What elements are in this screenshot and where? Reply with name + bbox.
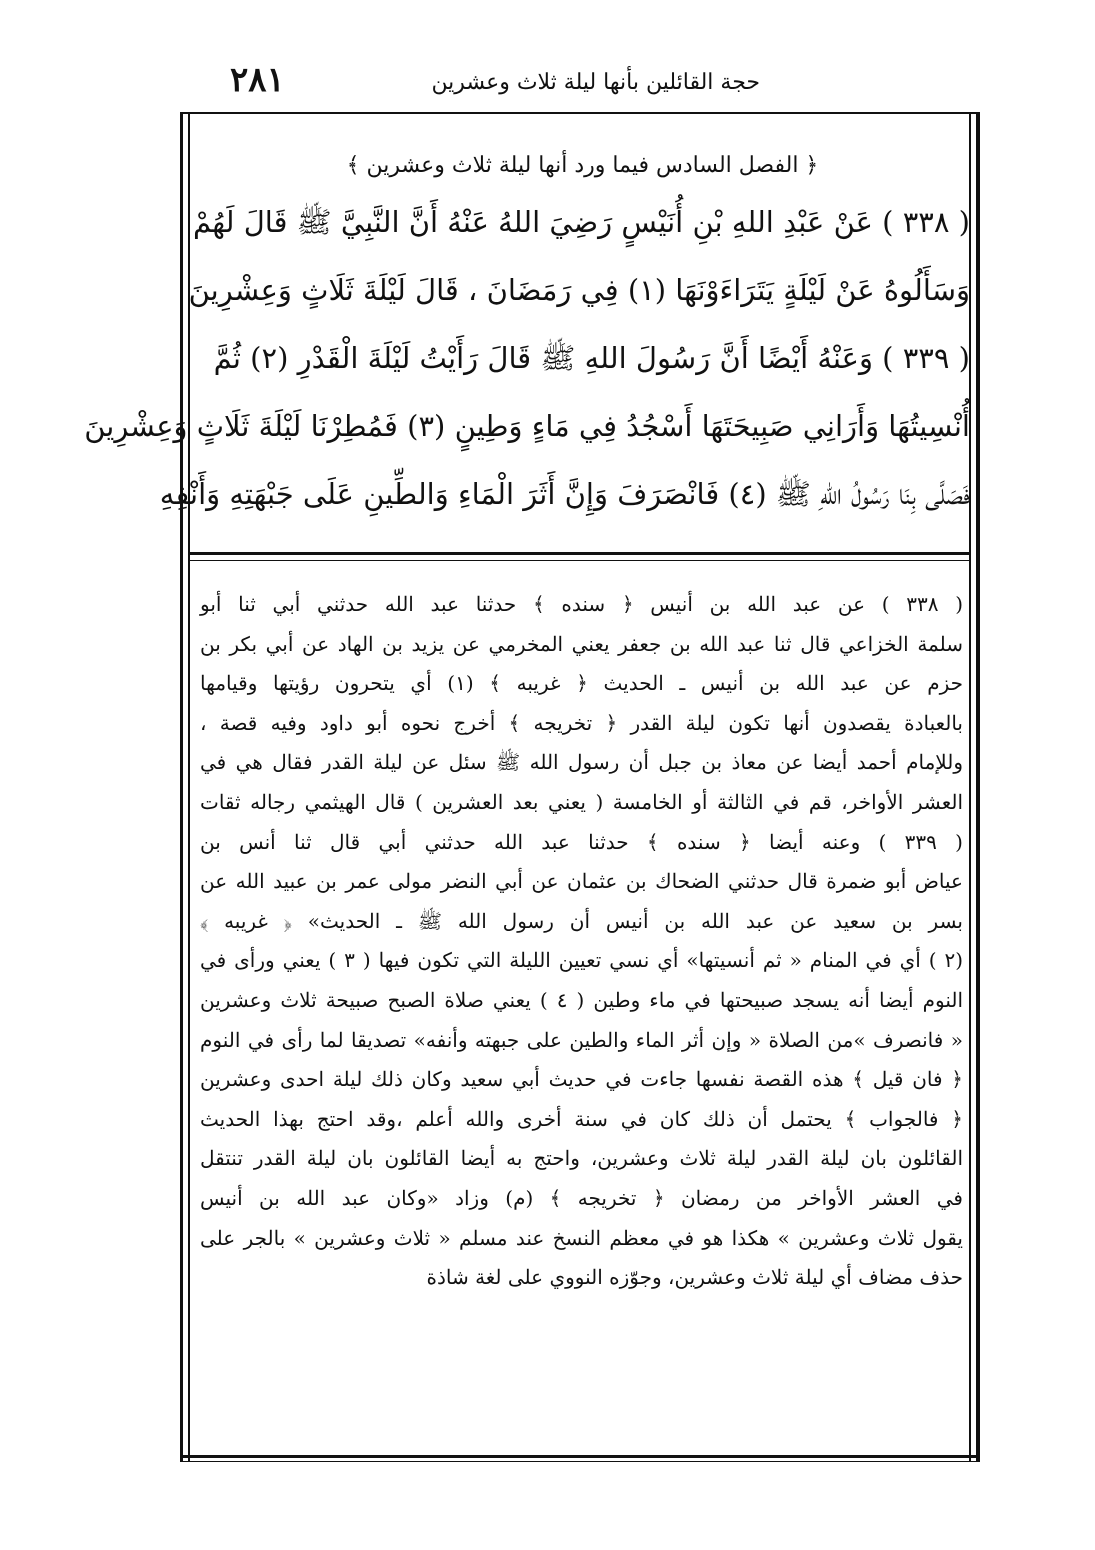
commentary-line: حذف مضاف أي ليلة ثلاث وعشرين، وجوّزه النووي على لغة شاذة — [426, 1265, 963, 1290]
frame-bottom-rule — [180, 1455, 980, 1458]
commentary-line: عياض أبو ضمرة قال حدثني الضحاك بن عثمان عن أبي النضر مولى عمر بن عبيد الله عن — [200, 869, 963, 894]
hadith-text — [84, 145, 970, 565]
hadith-line: أُنْسِيتُهَا وَأَرَانِي صَبِيحَتَهَا أَسْجُدُ فِي مَاءٍ وَطِينٍ (٣) فَمُطِرْنَا لَيْلَةَ ثَلَاثٍ وَعِشْرِينَ — [84, 409, 970, 443]
hadith-line: فَصَلَّى بِنَا رَسُولُ اللهِ ﷺ (٤) فَانْصَرَفَ وَإِنَّ أَثَرَ الْمَاءِ وَالطِّينِ عَلَى جَبْهَتِهِ وَأَنْفِهِ — [159, 477, 970, 511]
frame-right-rule — [976, 112, 980, 1462]
commentary-line: ﴿ فان قيل ﴾ هذه القصة نفسها جاءت في حديث أبي سعيد وكان ذلك ليلة احدى وعشرين — [200, 1067, 963, 1092]
commentary-text — [200, 585, 963, 1445]
commentary-line: بسر بن سعيد عن عبد الله بن أنيس أن رسول الله ﷺ ـ الحديث» ﴿ غريبه ﴾ — [200, 908, 963, 933]
commentary-line: (٢ ) أي في المنام « ثم أنسيتها» أي نسي تعيين الليلة التي تكون فيها ( ٣ ) يعني ورأى في — [200, 948, 964, 973]
frame-bottom-thin-rule — [180, 1461, 980, 1462]
commentary-line: بالعبادة يقصدون أنها تكون ليلة القدر ﴿ تخريجه ﴾ أخرج نحوه أبو داود وفيه قصة ، — [200, 710, 964, 735]
commentary-line: سلمة الخزاعي قال ثنا عبد الله بن جعفر يعني المخرمي عن يزيد بن الهاد عن أبي بكر بن — [200, 631, 963, 656]
commentary-line: في العشر الأواخر من رمضان ﴿ تخريجه ﴾ (م) وزاد «وكان عبد الله بن أنيس — [200, 1185, 963, 1210]
frame-left-rule — [180, 112, 183, 1462]
hadith-line: ( ٣٣٩ ) وَعَنْهُ أَيْضًا أَنَّ رَسُولَ اللهِ ﷺ قَالَ رَأَيْتُ لَيْلَةَ الْقَدْرِ (٢) ثُمَّ — [213, 341, 970, 375]
page-header — [200, 58, 800, 108]
commentary-line: العشر الأواخر، قم في الثالثة أو الخامسة ( يعني بعد العشرين ) قال الهيثمي رجاله ثقات — [200, 789, 963, 814]
commentary-line: حزم عن عبد الله بن أنيس ـ الحديث ﴿ غريبه ﴾ (١) أي يتحرون رؤيتها وقيامها — [200, 671, 963, 696]
page-number: ٢٨١ — [230, 60, 285, 100]
commentary-line: يقول ثلاث وعشرين » هكذا هو في معظم النسخ عند مسلم « ثلاث وعشرين » بالجر على — [200, 1225, 963, 1250]
section-title: ﴿ الفصل السادس فيما ورد أنها ليلة ثلاث وعشرين ﴾ — [346, 153, 819, 178]
hadith-line: وَسَأَلُوهُ عَنْ لَيْلَةٍ يَتَرَاءَوْنَهَا (١) فِي رَمَضَانَ ، قَالَ لَيْلَةَ ثَلَاثٍ وَعِشْرِينَ — [188, 273, 970, 307]
commentary-line: القائلون بان ليلة القدر ليلة ثلاث وعشرين، واحتج به أيضا القائلون بان ليلة القدر تنتقل — [200, 1146, 963, 1171]
commentary-line: ( ٣٣٩ ) وعنه أيضا ﴿ سنده ﴾ حدثنا عبد الله حدثني أبي قال ثنا أنس بن — [200, 829, 963, 854]
commentary-line: ( ٣٣٨ ) عن عبد الله بن أنيس ﴿ سنده ﴾ حدثنا عبد الله حدثني أبي ثنا أبو — [200, 592, 963, 616]
frame-top-rule — [180, 112, 980, 114]
commentary-line: « فانصرف »من الصلاة « وإن أثر الماء والطين على جبهته وأنفه» تصديقا لما رأى في النوم — [200, 1027, 963, 1052]
hadith-line: ( ٣٣٨ ) عَنْ عَبْدِ اللهِ بْنِ أُنَيْسٍ رَضِيَ اللهُ عَنْهُ أَنَّ النَّبِيَّ ﷺ قَالَ لَهُمْ — [192, 205, 970, 239]
commentary-line: النوم أيضا أنه يسجد صبيحتها في ماء وطين ( ٤ ) يعني صلاة الصبح صبيحة ثلاث وعشرين — [200, 987, 963, 1012]
commentary-line: وللإمام أحمد أيضا عن معاذ بن جبل أن رسول الله ﷺ سئل عن ليلة القدر فقال هي في — [200, 750, 963, 775]
running-title: حجة القائلين بأنها ليلة ثلاث وعشرين — [431, 70, 760, 95]
commentary-line: ﴿ فالجواب ﴾ يحتمل أن ذلك كان في سنة أخرى والله أعلم ،وقد احتج بهذا الحديث — [200, 1106, 963, 1131]
